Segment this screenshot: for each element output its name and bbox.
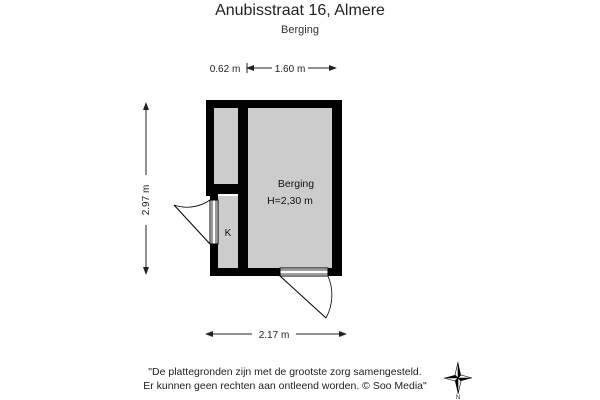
top-dimension: [210, 63, 336, 75]
left-dimension: [141, 103, 152, 274]
dimension-bottom: 2.17 m: [258, 330, 290, 341]
disclaimer-line-2: Er kunnen geen rechten aan ontleend worden. © Soo Media": [143, 380, 427, 392]
disclaimer: [120, 365, 450, 393]
room-height-berging: H=2,30 m: [267, 195, 313, 207]
dimension-top-right: 1.60 m: [274, 64, 306, 75]
compass-north-label: N: [455, 395, 461, 400]
room-label-k: K: [224, 228, 232, 239]
page-title: Anubisstraat 16, Almere: [215, 2, 385, 19]
dimension-left: 2.97 m: [141, 184, 152, 216]
door-bottom: [280, 268, 332, 318]
disclaimer-line-1: "De plattegronden zijn met de grootste zorg samengesteld.: [148, 366, 422, 378]
door-left: [174, 200, 218, 244]
bottom-dimension: [206, 330, 346, 341]
page-subtitle: Berging: [281, 24, 319, 36]
dimension-top-left: 0.62 m: [209, 64, 241, 75]
room-label-berging: Berging: [277, 178, 315, 190]
